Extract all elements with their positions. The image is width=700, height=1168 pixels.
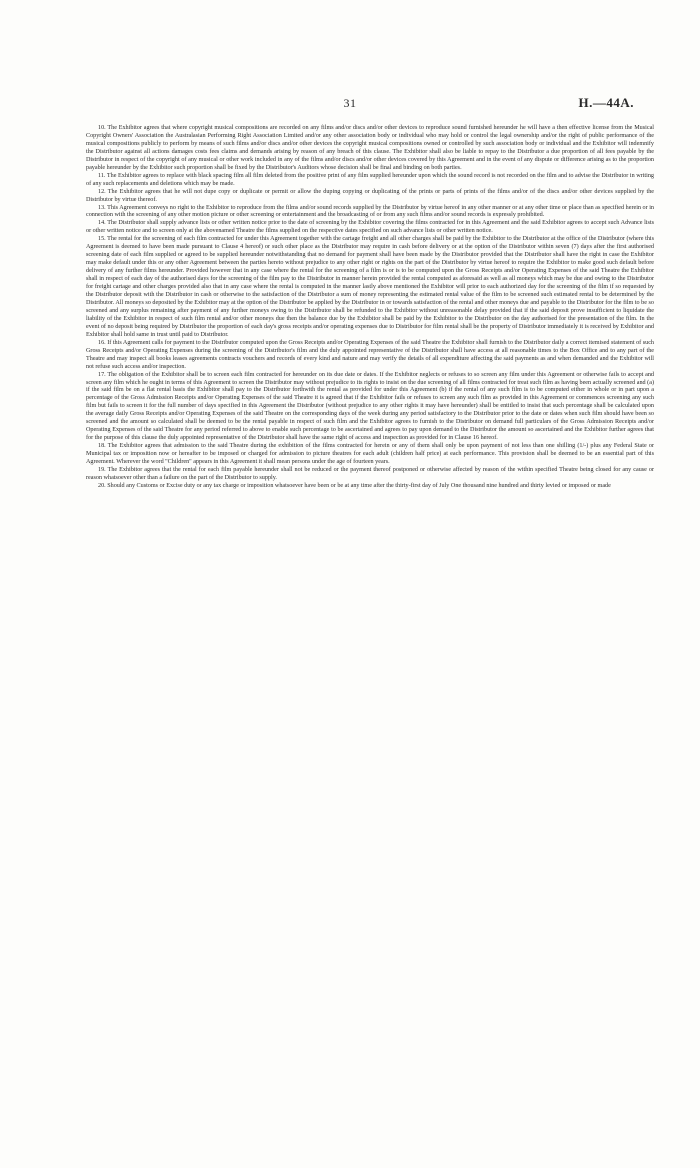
clause-19: 19. The Exhibitor agrees that the rental for each film payable hereunder shall not be reduced or the payment thereof postponed or otherwise affected by reason of the within specified Theatre being closed for any cause or reason whatsoever other than a failure on the part of the Distributor to supply. bbox=[86, 466, 654, 481]
agreement-body bbox=[86, 125, 654, 491]
page-number: 31 bbox=[343, 96, 357, 110]
clause-17: 17. The obligation of the Exhibitor shall be to screen each film contracted for hereunder on its due date or dates. If the Exhibitor neglects or refuses to so screen any film under this Agreement or otherwise fails to accept and screen any film which he ought in terms of this Agreement to screen the Distributor may without prejudice to its rights to insist on the due screening of all films contracted for treat such film as having been actually screened and (a) if the said film be on a flat rental basis the Exhibitor shall pay to the Distributor forthwith the rental as provided for under this Agreement (b) if the rental of any such film is to be computed either in whole or in part upon a percentage of the Gross Admission Receipts and/or Operating Expenses of the said Theatre it is agreed that if the Exhibitor fails or refuses to screen any such film as provided in this Agreement or commences screening any such film but fails to screen it for the full number of days specified in this Agreement the Distributor (without prejudice to any other rights it may have hereunder) shall be entitled to insist that such percentage shall be calculated upon the average daily Gross Receipts and/or Operating Expenses of the said Theatre on the corresponding days of the week during any period satisfactory to the Distributor prior to the date or dates when such film should have been so screened and the amount so calculated shall be deemed to be the rental payable in respect of such film and the Exhibitor agrees to furnish to the Distributor on demand full particulars of the Gross Admission Receipts and/or Operating Expenses of the said Theatre for any period referred to above to enable such percentage to be ascertained and agrees to pay upon demand to the Distributor the amount so ascertained and the Exhibitor further agrees that for the purpose of this clause the duly appointed representative of the Distributor shall have the same right of access and inspection as provided for in Clause 16 hereof. bbox=[86, 371, 654, 442]
clause-13: 13. This Agreement conveys no right to the Exhibitor to reproduce from the films and/or sound records supplied by the Distributor by virtue hereof in any other manner or at any other time or place than as specified herein or in connection with the screening of any other motion picture or other screening or entertainment and the broadcasting of or from any such films and/or sound records is expressly prohibited. bbox=[86, 204, 654, 219]
clause-11: 11. The Exhibitor agrees to replace with black spacing film all film deleted from the positive print of any film supplied hereunder upon which the sound record is not recorded on the film and to advise the Distributor in writing of any such replacements and deletions which may be made. bbox=[86, 172, 654, 187]
clause-20: 20. Should any Customs or Excise duty or any tax charge or imposition whatsoever have been or be at any time after the thirty-first day of July One thousand nine hundred and thirty levied or imposed or made bbox=[98, 482, 611, 489]
clause-18: 18. The Exhibitor agrees that admission to the said Theatre during the exhibition of the films contracted for herein or any of them shall only be upon payment of not less than one shilling (1/-) plus any Federal State or Municipal tax or imposition now or hereafter to be imposed or charged for admission to picture theatres for each adult (children half price) at each performance. This provision shall be deemed to be an essential part of this Agreement. Wherever the word "Children" appears in this Agreement it shall mean persons under the age of fourteen years. bbox=[86, 443, 654, 466]
clause-14: 14. The Distributor shall supply advance lists or other written notice prior to the date of screening by the Exhibitor covering the films contracted for in this Agreement and the said Exhibitor agrees to accept such Advance lists or other written notice and to screen only at the abovenamed Theatre the films supplied on the respective dates specified on such advance lists or other written notice. bbox=[86, 220, 654, 235]
clause-10: 10. The Exhibitor agrees that where copyright musical compositions are recorded on any films and/or discs and/or other devices to reproduce sound furnished hereunder he will have a then effective license from the Musical Copyright Owners' Association the Australasian Performing Right Association Limited and/or any other association body or individual who may hold or control the legal ownership and/or the right of public performance of the musical compositions publicly to perform by means of such films and/or discs and/or other devices the copyright musical compositions owned or controlled by such association body or individual and the Exhibitor will indemnify the Distributor against all actions damages costs fees claims and demands arising by reason of any breach of this clause. The Exhibitor shall also be liable to repay to the Distributor a due proportion of all fees payable by the Distributor in respect of the copyright of any musical or other work included in any of the films and/or discs and/or other devices covered by this Agreement and in the event of any dispute or difference arising as to the proportion payable hereunder by the Exhibitor such proportion shall be fixed by the Distributor's Auditors whose decision shall be final and binding on both parties. bbox=[86, 125, 654, 171]
document-reference: H.—44A. bbox=[578, 95, 634, 110]
clause-15: 15. The rental for the screening of each film contracted for under this Agreement together with the cartage freight and all other charges shall be paid by the Exhibitor to the Distributor at the office of the Distributor (where this Agreement is deemed to have been made pursuant to Clause 4 hereof) or such other place as the Distributor may require in cash before delivery or at the option of the Distributor within seven (7) days after the first authorised screening date of each film supplied or agreed to be supplied hereunder notwithstanding that no demand for payment shall have been made by the Distributor provided that the Distributor shall have the right in case the Exhibitor may make default under this or any other Agreement between the parties hereto without prejudice to any other right or rights on the part of the Distributor by virtue hereof to require the Exhibitor to make good such default before delivery of any further films hereunder. Provided however that in any case where the rental for the screening of a film is or is to be computed upon the Gross Receipts and/or Operating Expenses of the said Theatre the Exhibitor shall in respect of each day of the authorised days for the screening of the film pay to the Distributor in manner herein provided the rental computed as aforesaid as well as all moneys which may be due and owing to the Distributor for freight cartage and other charges provided also that in any case where the rental is computed in the manner lastly above mentioned the Exhibitor will prior to each authorized day for the screening of the film if so requested by the Distributor deposit with the Distributor in cash or otherwise to the satisfaction of the Distributor a sum of money representing the estimated rental value of the film to be screened such estimated rental to be determined by the Distributor. All moneys so deposited by the Exhibitor may at the option of the Distributor be applied by the Distributor in or towards satisfaction of the rental and other moneys due and payable to the Distributor for the film to be so screened and any surplus remaining after payment of any further moneys owing to the Distributor shall be refunded to the Exhibitor without unreasonable delay provided that if the said deposit prove insufficient to liquidate the liability of the Exhibitor in respect of such film rental and/or other moneys due then the balance due by the Exhibitor shall be paid by the Exhibitor to the Distributor on the day authorised for the presentation of the film. In the event of no deposit being required by Distributor the proportion of each day's gross receipts and/or operating expenses due to Distributor for film rental shall be the property of Distributor immediately it is received by Exhibitor and Exhibitor shall hold same in trust until paid to Distributor. bbox=[86, 236, 654, 338]
clause-16: 16. If this Agreement calls for payment to the Distributor computed upon the Gross Receipts and/or Operating Expenses of the said Theatre the Exhibitor shall furnish to the Distributor daily a correct itemised statement of such Gross Receipts and/or Operating Expenses during the screening of the Distributor's film and the duly appointed representative of the Distributor shall have access at all reasonable times to the Box Office and to any part of the Theatre and may inspect all books leases agreements contracts vouchers and records of every kind and nature and may verify the details of all expenditure affecting the said payments as and when demanded and the Exhibitor will not refuse such access and/or inspection. bbox=[86, 339, 654, 370]
clause-12: 12. The Exhibitor agrees that he will not dupe copy or duplicate or permit or allow the duping copying or duplicating of the prints or parts of prints of the films and/or of the discs and/or other devices supplied by the Distributor by virtue thereof. bbox=[86, 188, 654, 203]
